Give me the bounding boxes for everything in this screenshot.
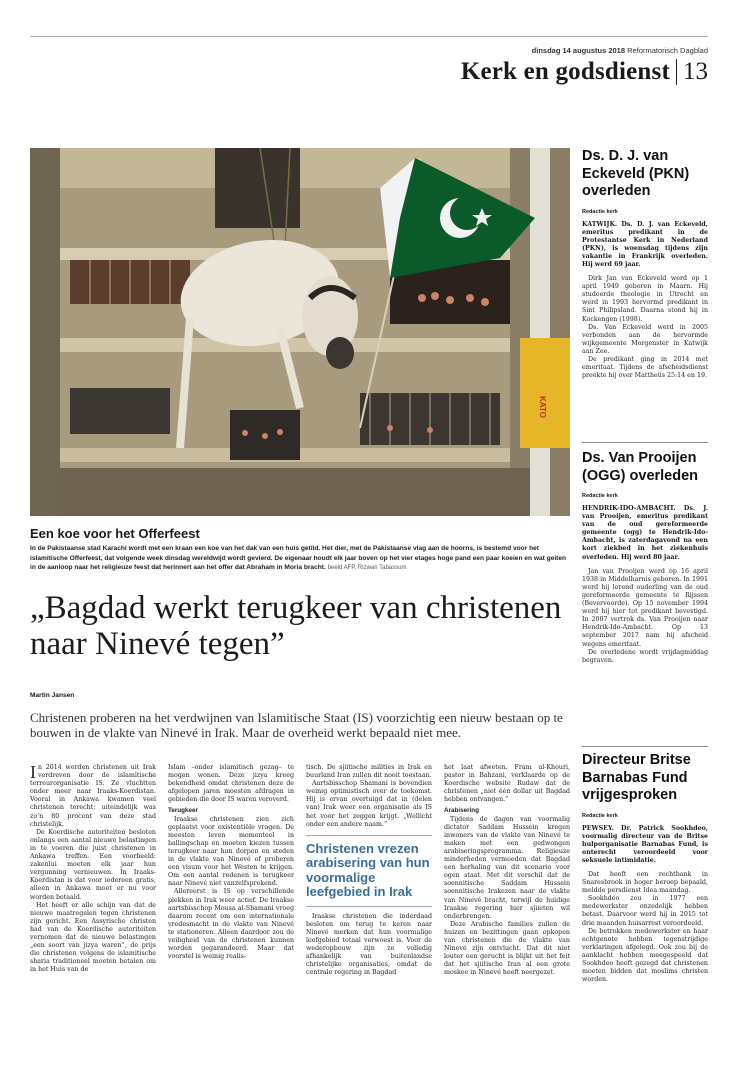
sidebar-article-barnabas <box>582 752 708 984</box>
photo-caption-title: Een koe voor het Offerfeest <box>30 526 200 541</box>
sidebar-body: Dat heeft een rechtbank in Snaresbrook in hoger beroep bepaald, meldde persdienst Idea maandag. Sookhdeo zou in 1977 een medewerkster onzedelijk hebben betast. Daarvoor werd hij in 2015 tot drie maanden huisarrest veroordeeld. De betrokken medewerkster en haar echtgenote hebben tegenstrijdige verklaringen afgelegd. Ook zou bij de aanklacht hebben meegespeeld dat Sookhdeo heeft gezegd dat christenen moeten bidden dat moslims christen worden. <box>582 870 708 984</box>
subheading: Arabisering <box>444 807 479 815</box>
sidebar-divider <box>582 442 708 443</box>
sidebar-redactie: Redactie kerk <box>582 208 618 215</box>
drop-cap: I <box>30 762 36 782</box>
article-headline: „Bagdad werkt terugkeer van christenen naar Ninevé tegen” <box>30 590 562 662</box>
sidebar-lead: HENDRIK-IDO-AMBACHT. Ds. J. van Prooijen, emeritus predikant van de oud gereformeerde gemeente (ogg) te Hendrik-Ido-Ambacht, is zaterdagavond na een kort ziekbed in het ziekenhuis overleden. Hij werd 80 jaar. <box>582 505 708 561</box>
article-column-2: Islam –onder islamitisch gezag– te mogen wonen. Deze jizya kreeg bekendheid omdat christenen deze de afgelopen jaren moesten afdragen in gebieden die door IS waren veroverd. Terugkeer Iraakse christenen zien zich geplaatst voor existentiële vragen. De meesten leven momenteel in ballingschap en moeten kiezen tussen terugkeer naar hun dorpen en steden in de vlakte van Ninevé of proberen een visum voor het Westen te krijgen. Om een aantal redenen is terugkeer naar Ninevé niet vanzelfsprekend. Allereerst is IS op verschillende plekken in Irak weer actief. De Iraakse aartsbisschop Mousa al-Shamani vroeg daarom recent om een internationale vredesmacht in de vlakte van Ninevé te stationeren. Alleen daardoor zou de veiligheid van de christenen kunnen worden gegarandeerd. Maar dat voorstel is weinig realis- <box>168 764 294 961</box>
section-divider <box>676 59 677 85</box>
sidebar-redactie: Redactie kerk <box>582 812 618 819</box>
photo-credit: beeld AFP, Rizwan Tabassum <box>327 565 407 572</box>
section-header <box>461 58 708 86</box>
sidebar-article-eckeveld <box>582 148 708 380</box>
sidebar-article-prooijen <box>582 450 708 665</box>
photo-caption: In de Pakistaanse stad Karachi wordt met een kraan een koe van het dak van een huis getild. Het dier, met de Pakistaanse vlag aan de hoorns, is bestemd voor het islamitische Offerfeest, dat volgende week dinsdag wereldwijd wordt gevierd. De eigenaar houdt elk jaar boven op het vier etages hoge pand een paar koeien en wat geiten in de aanloop naar het religieuze feest dat herinnert aan het offer dat Abraham in Moria bracht. beeld AFP, Rizwan Tabassum <box>30 545 567 572</box>
news-photo <box>30 148 570 516</box>
subheading: Terugkeer <box>168 807 198 815</box>
dateline: dinsdag 14 augustus 2018 Reformatorisch Dagblad <box>531 46 708 55</box>
article-column-4: het laat afweten. Fram al-Khouri, pastor in Bahzani, verklaarde op de Koerdische website Rudaw dat de christenen „niet één dollar uit Bagdad hebben ontvangen.” Arabisering Tijdens de dagen van voormalig dictator Saddam Hussein kregen inwoners van de vlakte van Ninevé te maken met een gedwongen arabiseringsprogramma. Religieuze minderheden vermoeden dat Bagdad een herhaling van dit scenario voor ogen staat. Met dit verschil dat de soennitische Saddam Hussein soennitische Irakezen naar de vlakte van Ninevé bracht, terwijl de huidige Iraakse regering hier sjiieten wil onderbrengen. Deze Arabische families zullen de huizen en bezittingen gaan opkopen van christenen die de vlakte van Ninevé zijn ontvlucht. Dat dit niet louter een gerucht is blijkt uit het feit dat het sjiitische Iran al een grote moskee in Ninevé heeft neergezet. <box>444 764 570 977</box>
section-title: Kerk en godsdienst <box>460 58 670 85</box>
sidebar-headline: Directeur Britse Barnabas Fund vrijgesproken <box>582 752 691 803</box>
sidebar-divider <box>582 746 708 747</box>
top-rule <box>30 36 708 37</box>
page-number: 13 <box>683 58 708 85</box>
sidebar-body: Jan van Prooijen werd op 16 april 1938 in Middelharnis geboren. In 1991 werd hij lerend ouderling van de oud gereformeerde gemeente te Rijssen (Bevervoorde). Op 15 november 1994 werd hij hier tot predikant bevestigd. In 2007 vertrok ds. Van Prooijen naar Hendrik-Ido-Ambacht. Op 13 september 2017 nam hij afscheid wegens emeritaat. De overledene wordt vrijdagmiddag begraven. <box>582 567 708 664</box>
sidebar-headline: Ds. D. J. van Eckeveld (PKN) overleden <box>582 148 690 199</box>
sidebar-body: Dirk Jan van Eckeveld werd op 1 april 1949 geboren in Maarn. Hij studeerde theologie in Utrecht en werd in 1993 hervormd predikant in Sint Philipsland. Daarna stond hij in Kockengen (1998). Ds. Van Eckeveld werd in 2005 verbonden aan de hervormde wijkgemeente Morgenster in Katwijk aan Zee. De predikant ging in 2014 met emeritaat. Tijdens de afscheidsdienst preekte hij over Mattheüs 25:14 en 19. <box>582 275 708 380</box>
pull-quote: Christenen vrezen arabisering van hun voormalige leefgebied in Irak <box>306 835 432 907</box>
article-body <box>30 764 570 1036</box>
byline: Martin Jansen <box>30 692 75 699</box>
article-column-3: tisch. De sjiitische milities in Irak en buurland Iran zullen dit nooit toestaan. Aartsbisschop Shamani is bovendien weinig optimistisch over de toekomst. Hij is ervan overtuigd dat in (delen van) Irak weer een organisatie als IS het voor het zeggen krijgt. „Wellicht onder een andere naam.” Christenen vrezen arabisering van hun voormalige leefgebied in Irak Iraakse christenen die inderdaad besloten om terug te keren naar Ninevé merken dat hun voormalige leefgebied totaal verwoest is. Voor de wederopbouw zijn ze volledig afhankelijk van buitenlandse christelijke organisaties, omdat de centrale regering in Bagdad <box>306 764 432 977</box>
sidebar-headline: Ds. Van Prooijen (OGG) overleden <box>582 450 699 484</box>
article-column-1: In 2014 werden christenen uit Irak verdreven door de islamitische terreurorganisatie IS. Ze vluchtten onder meer naar Iraaks-Koerdistan. Vooral in Ankawa kwamen veel christenen terecht; uiteindelijk was zo’n 80 procent van deze stad christelijk. De Koerdische autoriteiten besloten onlangs een aantal nieuwe belastingen in te voeren die juist christenen in Ankawa treffen. Een voorbeeld: zakenlui moeten elk jaar hun vergunning vernieuwen. In Iraaks-Koerdistan is dat voor iedereen gratis, alleen in Ankawa moet er nu voor worden betaald. Het heeft er alle schijn van dat de nieuwe maatregelen tegen christenen zijn gericht. Een Assyrische christen had van de Koerdische autoriteiten vernomen dat de nieuwe belastingen „een soort van jizya waren”, de prijs die christenen volgens de islamitische sharia traditioneel moeten betalen om in het Huis van de <box>30 762 156 974</box>
article-intro: Christenen proberen na het verdwijnen van Islamitische Staat (IS) voorzichtig een nieuw bestaan op te bouwen in de vlakte van Ninevé in Irak. Maar de overheid werkt bepaald niet mee. <box>30 710 563 741</box>
sidebar-lead: KATWIJK. Ds. D. J. van Eckeveld, emeritus predikant in de Protestantse Kerk in Nederland (PKN), is woensdag tijdens zijn vakantie in Frankrijk overleden. Hij werd 69 jaar. <box>582 220 708 268</box>
crane-label: KATO <box>538 396 547 418</box>
sidebar-redactie: Redactie kerk <box>582 493 618 499</box>
sidebar-lead: PEWSEY. Dr. Patrick Sookhdeo, voormalig directeur van de Britse hulporganisatie Barnabas Fund, is onterecht veroordeeld voor seksuele intimidatie. <box>582 824 708 864</box>
